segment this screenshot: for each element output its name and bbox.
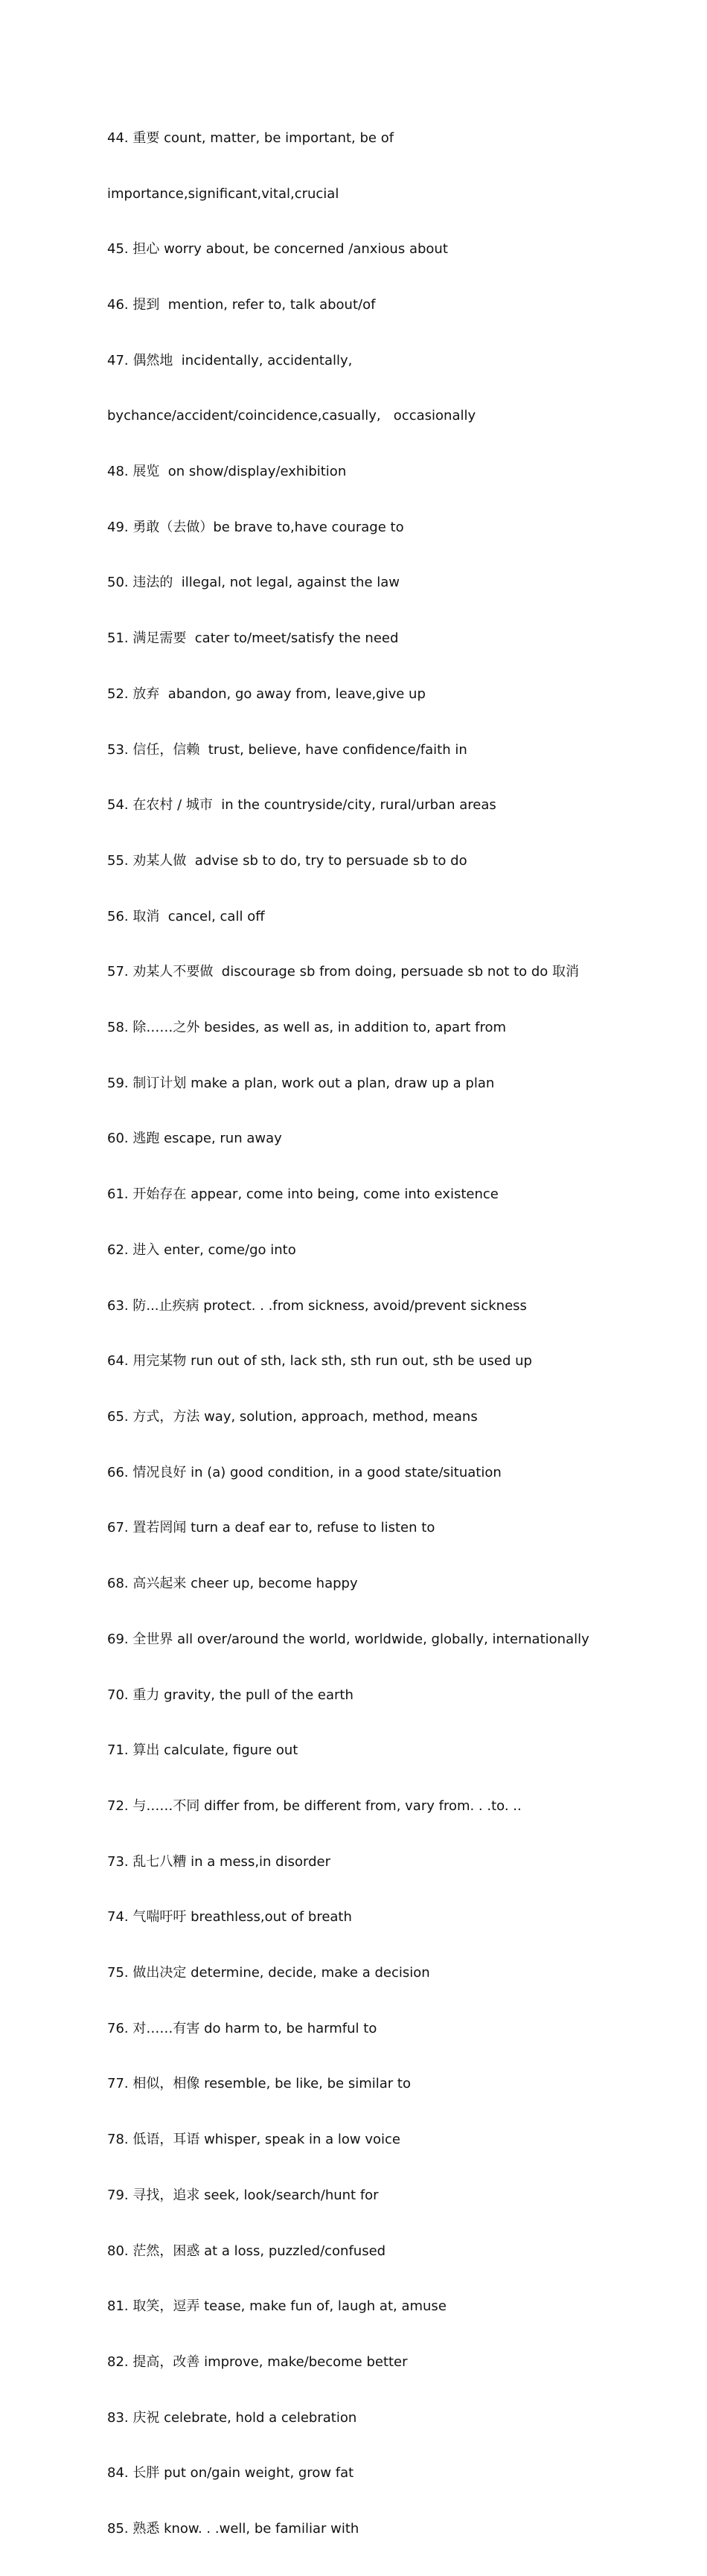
vocab-line: bychance/accident/coincidence,casually, occasionally <box>107 408 476 424</box>
vocab-line: 70. 重力 gravity, the pull of the earth <box>107 1687 354 1703</box>
vocab-line: 82. 提高，改善 improve, make/become better <box>107 2353 408 2370</box>
vocab-line: 61. 开始存在 appear, come into being, come into existence <box>107 1186 499 1203</box>
vocab-line: 69. 全世界 all over/around the world, worldwide, globally, internationally <box>107 1631 589 1647</box>
vocab-line: 63. 防...止疾病 protect. . .from sickness, avoid/prevent sickness <box>107 1297 527 1314</box>
vocab-line: 45. 担心 worry about, be concerned /anxious about <box>107 241 448 258</box>
vocab-line: 67. 置若罔闻 turn a deaf ear to, refuse to listen to <box>107 1520 435 1536</box>
vocab-line: 49. 勇敢（去做）be brave to,have courage to <box>107 519 404 535</box>
vocabulary-list <box>107 92 628 2576</box>
vocab-line: 79. 寻找，追求 seek, look/search/hunt for <box>107 2187 379 2203</box>
vocab-line: 71. 算出 calculate, figure out <box>107 1742 298 1759</box>
vocab-line: 58. 除……之外 besides, as well as, in addition to, apart from <box>107 1020 507 1036</box>
vocab-line: 66. 情况良好 in (a) good condition, in a good state/situation <box>107 1464 502 1480</box>
vocab-line: 68. 高兴起来 cheer up, become happy <box>107 1576 358 1592</box>
vocab-line: 72. 与……不同 differ from, be different from, vary from. . .to. .. <box>107 1797 522 1814</box>
vocab-line: 53. 信任，信赖 trust, believe, have confidence/faith in <box>107 741 467 758</box>
vocab-line: importance,significant,vital,crucial <box>107 185 339 202</box>
vocab-line: 54. 在农村 / 城市 in the countryside/city, rural/urban areas <box>107 797 496 814</box>
vocab-line: 84. 长胖 put on/gain weight, grow fat <box>107 2465 354 2481</box>
vocab-line: 55. 劝某人做 advise sb to do, try to persuade sb to do <box>107 852 467 869</box>
vocab-line: 47. 偶然地 incidentally, accidentally, <box>107 352 353 368</box>
vocab-line: 62. 进入 enter, come/go into <box>107 1241 296 1258</box>
vocab-line: 81. 取笑，逗弄 tease, make fun of, laugh at, amuse <box>107 2298 447 2315</box>
vocab-line: 60. 逃跑 escape, run away <box>107 1131 282 1147</box>
vocab-line: 51. 满足需要 cater to/meet/satisfy the need <box>107 630 399 647</box>
vocab-line: 56. 取消 cancel, call off <box>107 908 265 924</box>
vocab-line: 75. 做出决定 determine, decide, make a decision <box>107 1965 430 1981</box>
vocab-line: 83. 庆祝 celebrate, hold a celebration <box>107 2409 357 2426</box>
vocab-line: 64. 用完某物 run out of sth, lack sth, sth run out, sth be used up <box>107 1353 532 1370</box>
vocab-line: 46. 提到 mention, refer to, talk about/of <box>107 296 376 313</box>
vocab-line: 65. 方式，方法 way, solution, approach, method, means <box>107 1408 478 1425</box>
vocab-line: 73. 乱七八糟 in a mess,in disorder <box>107 1853 330 1870</box>
vocab-line: 74. 气喘吁吁 breathless,out of breath <box>107 1909 352 1925</box>
vocab-line: 48. 展览 on show/display/exhibition <box>107 464 347 480</box>
vocab-line: 50. 违法的 illegal, not legal, against the law <box>107 575 400 591</box>
vocab-line: 52. 放弃 abandon, go away from, leave,give up <box>107 685 426 702</box>
vocab-line: 77. 相似，相像 resemble, be like, be similar to <box>107 2076 411 2092</box>
vocab-line: 80. 茫然，困惑 at a loss, puzzled/confused <box>107 2243 386 2259</box>
vocab-line: 59. 制订计划 make a plan, work out a plan, draw up a plan <box>107 1075 495 1091</box>
vocab-line: 57. 劝某人不要做 discourage sb from doing, persuade sb not to do 取消 <box>107 964 580 980</box>
vocab-line: 76. 对……有害 do harm to, be harmful to <box>107 2020 377 2036</box>
vocab-line: 85. 熟悉 know. . .well, be familiar with <box>107 2521 359 2537</box>
vocab-line: 44. 重要 count, matter, be important, be of <box>107 130 394 146</box>
vocab-line: 78. 低语，耳语 whisper, speak in a low voice <box>107 2132 400 2148</box>
